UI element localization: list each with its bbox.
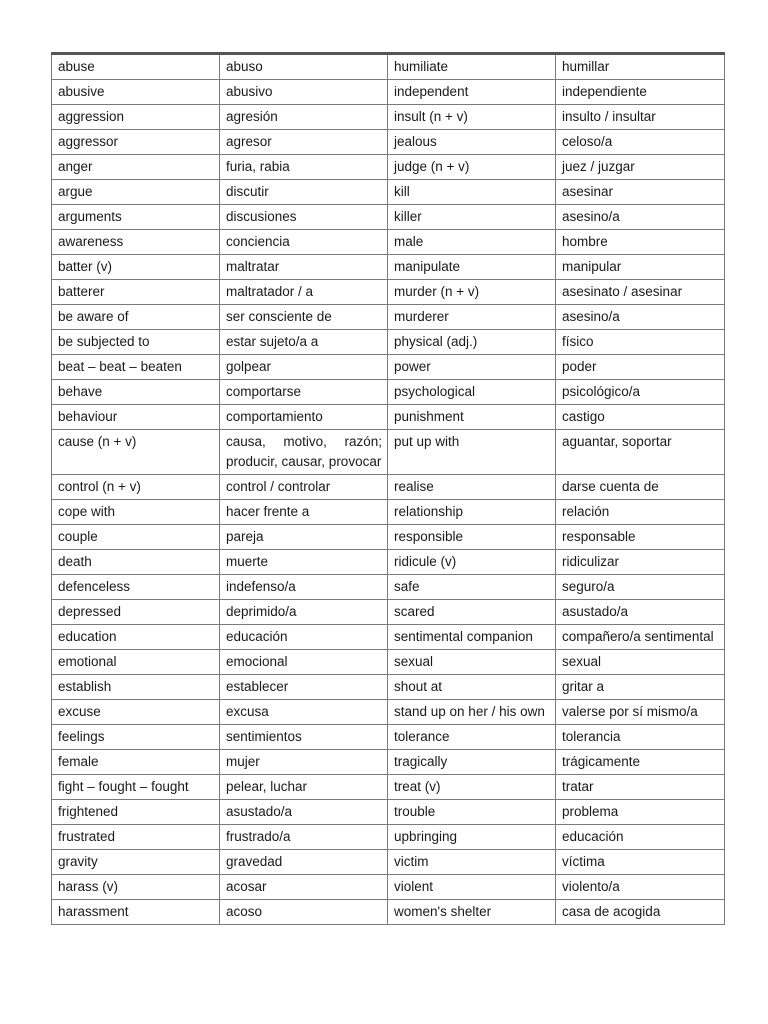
english-term-cell: treat (v) bbox=[388, 775, 556, 800]
spanish-translation-cell: tolerancia bbox=[556, 725, 725, 750]
english-term-cell: education bbox=[52, 625, 220, 650]
english-term-cell: aggression bbox=[52, 105, 220, 130]
spanish-translation-cell: indefenso/a bbox=[220, 575, 388, 600]
english-term-cell: humiliate bbox=[388, 54, 556, 80]
spanish-translation-cell: mujer bbox=[220, 750, 388, 775]
english-term-cell: punishment bbox=[388, 405, 556, 430]
table-row bbox=[52, 105, 725, 130]
table-row bbox=[52, 850, 725, 875]
spanish-translation-cell: golpear bbox=[220, 355, 388, 380]
table-row bbox=[52, 130, 725, 155]
spanish-translation-cell: compañero/a sentimental bbox=[556, 625, 725, 650]
english-term-cell: male bbox=[388, 230, 556, 255]
english-term-cell: abuse bbox=[52, 54, 220, 80]
english-term-cell: put up with bbox=[388, 430, 556, 475]
spanish-translation-cell: deprimido/a bbox=[220, 600, 388, 625]
english-term-cell: gravity bbox=[52, 850, 220, 875]
english-term-cell: behave bbox=[52, 380, 220, 405]
english-term-cell: sexual bbox=[388, 650, 556, 675]
english-term-cell: physical (adj.) bbox=[388, 330, 556, 355]
spanish-translation-cell: educación bbox=[556, 825, 725, 850]
english-term-cell: behaviour bbox=[52, 405, 220, 430]
english-term-cell: control (n + v) bbox=[52, 475, 220, 500]
english-term-cell: batter (v) bbox=[52, 255, 220, 280]
table-row bbox=[52, 330, 725, 355]
vocabulary-table bbox=[51, 52, 725, 925]
spanish-translation-cell: humillar bbox=[556, 54, 725, 80]
spanish-translation-cell: problema bbox=[556, 800, 725, 825]
table-row bbox=[52, 525, 725, 550]
table-row bbox=[52, 80, 725, 105]
english-term-cell: depressed bbox=[52, 600, 220, 625]
spanish-translation-cell: pareja bbox=[220, 525, 388, 550]
english-term-cell: beat – beat – beaten bbox=[52, 355, 220, 380]
spanish-translation-cell: estar sujeto/a a bbox=[220, 330, 388, 355]
table-row bbox=[52, 155, 725, 180]
spanish-translation-cell: acosar bbox=[220, 875, 388, 900]
spanish-translation-cell: maltratar bbox=[220, 255, 388, 280]
english-term-cell: aggressor bbox=[52, 130, 220, 155]
spanish-translation-cell: asesinar bbox=[556, 180, 725, 205]
spanish-translation-cell: castigo bbox=[556, 405, 725, 430]
english-term-cell: victim bbox=[388, 850, 556, 875]
english-term-cell: upbringing bbox=[388, 825, 556, 850]
english-term-cell: be subjected to bbox=[52, 330, 220, 355]
english-term-cell: argue bbox=[52, 180, 220, 205]
spanish-translation-cell: frustrado/a bbox=[220, 825, 388, 850]
spanish-translation-cell: agresión bbox=[220, 105, 388, 130]
spanish-translation-cell: sentimientos bbox=[220, 725, 388, 750]
english-term-cell: establish bbox=[52, 675, 220, 700]
english-term-cell: power bbox=[388, 355, 556, 380]
table-row bbox=[52, 825, 725, 850]
spanish-translation-cell: emocional bbox=[220, 650, 388, 675]
table-row bbox=[52, 625, 725, 650]
english-term-cell: manipulate bbox=[388, 255, 556, 280]
spanish-translation-cell: discusiones bbox=[220, 205, 388, 230]
english-term-cell: relationship bbox=[388, 500, 556, 525]
spanish-translation-cell: físico bbox=[556, 330, 725, 355]
spanish-translation-cell: ser consciente de bbox=[220, 305, 388, 330]
spanish-translation-cell: manipular bbox=[556, 255, 725, 280]
spanish-translation-cell: celoso/a bbox=[556, 130, 725, 155]
english-term-cell: frightened bbox=[52, 800, 220, 825]
english-term-cell: emotional bbox=[52, 650, 220, 675]
english-term-cell: abusive bbox=[52, 80, 220, 105]
spanish-translation-cell: abuso bbox=[220, 54, 388, 80]
table-row bbox=[52, 600, 725, 625]
spanish-translation-cell: violento/a bbox=[556, 875, 725, 900]
spanish-translation-cell: educación bbox=[220, 625, 388, 650]
english-term-cell: sentimental companion bbox=[388, 625, 556, 650]
english-term-cell: frustrated bbox=[52, 825, 220, 850]
spanish-translation-cell: aguantar, soportar bbox=[556, 430, 725, 475]
spanish-translation-cell: excusa bbox=[220, 700, 388, 725]
table-row bbox=[52, 380, 725, 405]
english-term-cell: be aware of bbox=[52, 305, 220, 330]
spanish-translation-cell: maltratador / a bbox=[220, 280, 388, 305]
english-term-cell: defenceless bbox=[52, 575, 220, 600]
spanish-translation-cell: asesinato / asesinar bbox=[556, 280, 725, 305]
english-term-cell: jealous bbox=[388, 130, 556, 155]
table-row bbox=[52, 280, 725, 305]
english-term-cell: female bbox=[52, 750, 220, 775]
spanish-translation-cell: asustado/a bbox=[220, 800, 388, 825]
vocabulary-table-body bbox=[52, 54, 725, 925]
spanish-translation-cell: relación bbox=[556, 500, 725, 525]
spanish-translation-cell: control / controlar bbox=[220, 475, 388, 500]
english-term-cell: violent bbox=[388, 875, 556, 900]
english-term-cell: responsible bbox=[388, 525, 556, 550]
english-term-cell: batterer bbox=[52, 280, 220, 305]
spanish-translation-cell: pelear, luchar bbox=[220, 775, 388, 800]
spanish-translation-cell: sexual bbox=[556, 650, 725, 675]
spanish-translation-cell: ridiculizar bbox=[556, 550, 725, 575]
spanish-translation-cell: muerte bbox=[220, 550, 388, 575]
spanish-translation-cell: hombre bbox=[556, 230, 725, 255]
table-row bbox=[52, 230, 725, 255]
spanish-translation-cell: agresor bbox=[220, 130, 388, 155]
spanish-translation-cell: responsable bbox=[556, 525, 725, 550]
table-row bbox=[52, 255, 725, 280]
spanish-translation-cell: seguro/a bbox=[556, 575, 725, 600]
spanish-translation-cell: trágicamente bbox=[556, 750, 725, 775]
spanish-translation-cell: furia, rabia bbox=[220, 155, 388, 180]
spanish-translation-cell: establecer bbox=[220, 675, 388, 700]
spanish-translation-cell: causa, motivo, razón; producir, causar, provocar bbox=[220, 430, 388, 475]
english-term-cell: women's shelter bbox=[388, 900, 556, 925]
english-term-cell: psychological bbox=[388, 380, 556, 405]
table-row bbox=[52, 305, 725, 330]
table-row bbox=[52, 900, 725, 925]
spanish-translation-cell: hacer frente a bbox=[220, 500, 388, 525]
english-term-cell: trouble bbox=[388, 800, 556, 825]
english-term-cell: tolerance bbox=[388, 725, 556, 750]
english-term-cell: fight – fought – fought bbox=[52, 775, 220, 800]
table-row bbox=[52, 180, 725, 205]
spanish-translation-cell: acoso bbox=[220, 900, 388, 925]
english-term-cell: scared bbox=[388, 600, 556, 625]
english-term-cell: realise bbox=[388, 475, 556, 500]
table-row bbox=[52, 700, 725, 725]
spanish-translation-cell: tratar bbox=[556, 775, 725, 800]
spanish-translation-cell: psicológico/a bbox=[556, 380, 725, 405]
english-term-cell: feelings bbox=[52, 725, 220, 750]
english-term-cell: shout at bbox=[388, 675, 556, 700]
spanish-translation-cell: independiente bbox=[556, 80, 725, 105]
english-term-cell: arguments bbox=[52, 205, 220, 230]
table-row bbox=[52, 430, 725, 475]
table-row bbox=[52, 750, 725, 775]
english-term-cell: safe bbox=[388, 575, 556, 600]
english-term-cell: cause (n + v) bbox=[52, 430, 220, 475]
table-row bbox=[52, 500, 725, 525]
table-row bbox=[52, 475, 725, 500]
english-term-cell: anger bbox=[52, 155, 220, 180]
spanish-translation-cell: conciencia bbox=[220, 230, 388, 255]
english-term-cell: independent bbox=[388, 80, 556, 105]
table-row bbox=[52, 355, 725, 380]
english-term-cell: stand up on her / his own bbox=[388, 700, 556, 725]
table-row bbox=[52, 205, 725, 230]
table-row bbox=[52, 775, 725, 800]
table-row bbox=[52, 875, 725, 900]
english-term-cell: cope with bbox=[52, 500, 220, 525]
spanish-translation-cell: asesino/a bbox=[556, 205, 725, 230]
spanish-translation-cell: comportamiento bbox=[220, 405, 388, 430]
english-term-cell: couple bbox=[52, 525, 220, 550]
table-row bbox=[52, 725, 725, 750]
table-row bbox=[52, 405, 725, 430]
english-term-cell: ridicule (v) bbox=[388, 550, 556, 575]
english-term-cell: excuse bbox=[52, 700, 220, 725]
spanish-translation-cell: víctima bbox=[556, 850, 725, 875]
english-term-cell: killer bbox=[388, 205, 556, 230]
table-row bbox=[52, 800, 725, 825]
spanish-translation-cell: gravedad bbox=[220, 850, 388, 875]
spanish-translation-cell: valerse por sí mismo/a bbox=[556, 700, 725, 725]
spanish-translation-cell: juez / juzgar bbox=[556, 155, 725, 180]
spanish-translation-cell: comportarse bbox=[220, 380, 388, 405]
english-term-cell: murder (n + v) bbox=[388, 280, 556, 305]
table-row bbox=[52, 54, 725, 80]
english-term-cell: harassment bbox=[52, 900, 220, 925]
spanish-translation-cell: casa de acogida bbox=[556, 900, 725, 925]
table-row bbox=[52, 650, 725, 675]
english-term-cell: insult (n + v) bbox=[388, 105, 556, 130]
spanish-translation-cell: insulto / insultar bbox=[556, 105, 725, 130]
spanish-translation-cell: asustado/a bbox=[556, 600, 725, 625]
english-term-cell: murderer bbox=[388, 305, 556, 330]
spanish-translation-cell: poder bbox=[556, 355, 725, 380]
spanish-translation-cell: abusivo bbox=[220, 80, 388, 105]
table-row bbox=[52, 550, 725, 575]
english-term-cell: judge (n + v) bbox=[388, 155, 556, 180]
spanish-translation-cell: gritar a bbox=[556, 675, 725, 700]
table-row bbox=[52, 675, 725, 700]
spanish-translation-cell: darse cuenta de bbox=[556, 475, 725, 500]
english-term-cell: tragically bbox=[388, 750, 556, 775]
english-term-cell: death bbox=[52, 550, 220, 575]
spanish-translation-cell: asesino/a bbox=[556, 305, 725, 330]
english-term-cell: awareness bbox=[52, 230, 220, 255]
english-term-cell: kill bbox=[388, 180, 556, 205]
table-row bbox=[52, 575, 725, 600]
spanish-translation-cell: discutir bbox=[220, 180, 388, 205]
english-term-cell: harass (v) bbox=[52, 875, 220, 900]
